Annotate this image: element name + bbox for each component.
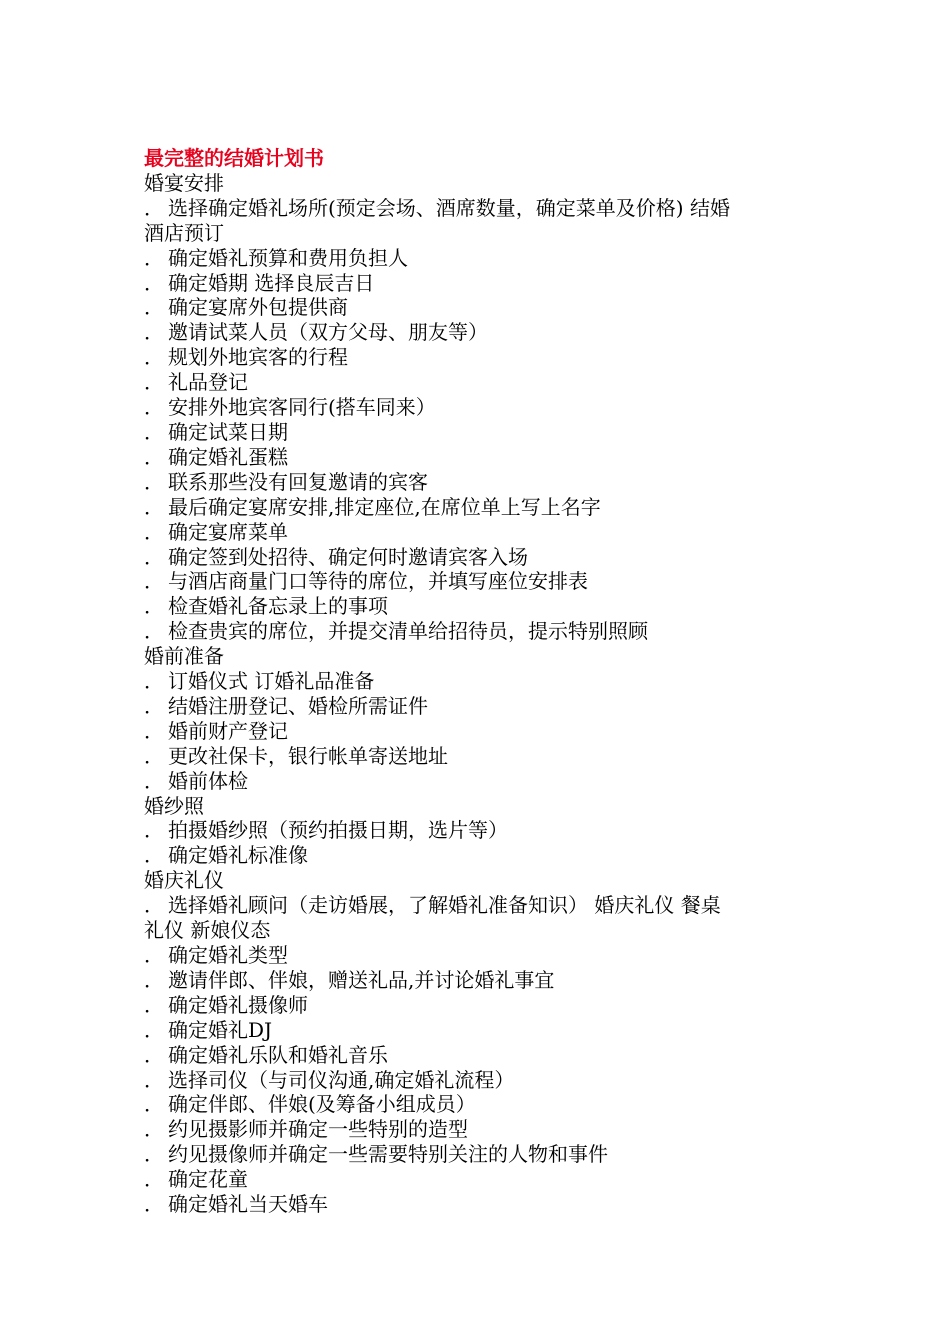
list-item-text: 确定婚礼标准像 [168, 843, 308, 868]
list-item-text: 确定花童 [168, 1167, 248, 1192]
list-item [144, 993, 814, 1018]
list-item-text: 确定婚礼乐队和婚礼音乐 [168, 1042, 388, 1067]
list-item [144, 1068, 814, 1093]
list-item-text: 婚前体检 [168, 768, 248, 793]
list-item-text: 规划外地宾客的行程 [168, 345, 348, 370]
list-item-continuation: 酒店预订 [144, 220, 224, 245]
list-item [144, 719, 814, 744]
bullet-marker: ． [144, 494, 164, 519]
bullet-marker: ． [144, 569, 164, 594]
list-item-text: 拍摄婚纱照（预约拍摄日期，选片等） [168, 818, 508, 843]
list-item [144, 943, 814, 968]
list-item [144, 1117, 814, 1142]
document-page [144, 146, 814, 1217]
list-item-text: 确定婚礼当天婚车 [168, 1192, 328, 1217]
list-item-text: 婚前财产登记 [168, 718, 288, 743]
list-item [144, 843, 814, 868]
list-item [144, 694, 814, 719]
list-item-text: 约见摄影师并确定一些特别的造型 [168, 1117, 468, 1142]
list-item-text: 确定婚礼类型 [168, 943, 288, 967]
section-heading: 婚纱照 [144, 793, 204, 818]
bullet-marker: ． [144, 320, 164, 345]
bullet-marker: ． [144, 419, 164, 444]
bullet-marker: ． [144, 669, 164, 694]
bullet-marker: ． [144, 893, 164, 918]
bullet-marker: ． [144, 992, 164, 1017]
bullet-marker: ． [144, 1117, 164, 1142]
list-item-text: 最后确定宴席安排,排定座位,在席位单上写上名字 [168, 494, 601, 519]
list-item [144, 196, 814, 221]
bullet-marker: ． [144, 395, 164, 420]
list-item-text: 邀请试菜人员（双方父母、朋友等） [168, 320, 488, 345]
section-heading: 婚庆礼仪 [144, 868, 224, 893]
list-item-text: 确定宴席菜单 [168, 519, 288, 544]
bullet-marker: ． [144, 444, 164, 469]
bullet-marker: ． [144, 519, 164, 544]
list-item-text: 邀请伴郎、伴娘，赠送礼品,并讨论婚礼事宜 [168, 967, 555, 992]
list-item [144, 295, 814, 320]
list-item-text: 联系那些没有回复邀请的宾客 [168, 469, 428, 494]
bullet-marker: ． [144, 743, 164, 768]
section-heading: 婚前准备 [144, 644, 224, 669]
list-item [144, 470, 814, 495]
list-item [144, 968, 814, 993]
list-item-continuation: 礼仪 新娘仪态 [144, 918, 271, 943]
list-item-text: 礼品登记 [168, 370, 248, 395]
bullet-marker: ． [144, 1167, 164, 1192]
bullet-marker: ． [144, 245, 164, 270]
list-item [144, 569, 814, 594]
bullet-marker: ． [144, 195, 164, 220]
list-item-text: 检查贵宾的席位，并提交清单给招待员，提示特别照顾 [168, 619, 648, 644]
bullet-marker: ． [144, 469, 164, 494]
list-item-text: 确定婚礼预算和费用负担人 [168, 245, 408, 270]
list-item [144, 320, 814, 345]
bullet-marker: ． [144, 1142, 164, 1167]
list-item [144, 1142, 814, 1167]
list-item [144, 1018, 814, 1043]
list-item [144, 669, 814, 694]
bullet-marker: ． [144, 818, 164, 843]
list-item [144, 594, 814, 619]
list-item [144, 1167, 814, 1192]
list-item-text: 与酒店商量门口等待的席位，并填写座位安排表 [168, 569, 588, 594]
list-item-text: 选择司仪（与司仪沟通,确定婚礼流程） [168, 1067, 515, 1092]
bullet-marker: ． [144, 843, 164, 868]
document-body [144, 171, 814, 1217]
list-item [144, 495, 814, 520]
list-item [144, 420, 814, 445]
list-item [144, 345, 814, 370]
bullet-marker: ． [144, 967, 164, 992]
list-item [144, 445, 814, 470]
bullet-marker: ． [144, 619, 164, 644]
list-item-text: 确定婚礼蛋糕 [168, 444, 288, 469]
section-heading: 婚宴安排 [144, 170, 224, 195]
bullet-marker: ． [144, 370, 164, 395]
list-item-text: 选择确定婚礼场所(预定会场、酒席数量，确定菜单及价格) 结婚 [168, 195, 730, 220]
list-item [144, 395, 814, 420]
list-item-text: 订婚仪式 订婚礼品准备 [168, 669, 375, 694]
list-item-text: 选择婚礼顾问（走访婚展，了解婚礼准备知识） 婚庆礼仪 餐桌 [168, 893, 721, 918]
list-item [144, 271, 814, 296]
bullet-marker: ． [144, 594, 164, 619]
list-item [144, 818, 814, 843]
list-item [144, 769, 814, 794]
list-item-text: 检查婚礼备忘录上的事项 [168, 594, 388, 619]
bullet-marker: ． [144, 693, 164, 718]
list-item-text: 确定伴郎、伴娘(及筹备小组成员） [168, 1092, 476, 1117]
list-item-text: 确定婚期 选择良辰吉日 [168, 270, 375, 295]
list-item-text: 确定试菜日期 [168, 419, 288, 444]
list-item-text: 安排外地宾客同行(搭车同来） [168, 395, 436, 420]
list-item [144, 1192, 814, 1217]
list-item [144, 246, 814, 271]
list-item-text: 更改社保卡，银行帐单寄送地址 [168, 743, 448, 768]
list-item [144, 370, 814, 395]
list-item-text: 确定婚礼DJ [168, 1017, 273, 1042]
bullet-marker: ． [144, 345, 164, 370]
list-item [144, 1043, 814, 1068]
bullet-marker: ． [144, 768, 164, 793]
list-item-text: 结婚注册登记、婚检所需证件 [168, 693, 428, 718]
bullet-marker: ． [144, 943, 164, 967]
list-item [144, 744, 814, 769]
bullet-marker: ． [144, 1067, 164, 1092]
list-item [144, 520, 814, 545]
list-item [144, 619, 814, 644]
bullet-marker: ． [144, 1092, 164, 1117]
list-item-text: 确定签到处招待、确定何时邀请宾客入场 [168, 544, 528, 569]
document-title: 最完整的结婚计划书 [144, 146, 324, 170]
bullet-marker: ． [144, 1042, 164, 1067]
list-item-text: 约见摄像师并确定一些需要特别关注的人物和事件 [168, 1142, 608, 1167]
bullet-marker: ． [144, 270, 164, 295]
bullet-marker: ． [144, 1017, 164, 1042]
list-item [144, 893, 814, 918]
bullet-marker: ． [144, 718, 164, 743]
list-item-text: 确定婚礼摄像师 [168, 992, 308, 1017]
bullet-marker: ． [144, 1192, 164, 1217]
bullet-marker: ． [144, 295, 164, 320]
bullet-marker: ． [144, 544, 164, 569]
list-item-text: 确定宴席外包提供商 [168, 295, 348, 320]
list-item [144, 1092, 814, 1117]
list-item [144, 545, 814, 570]
